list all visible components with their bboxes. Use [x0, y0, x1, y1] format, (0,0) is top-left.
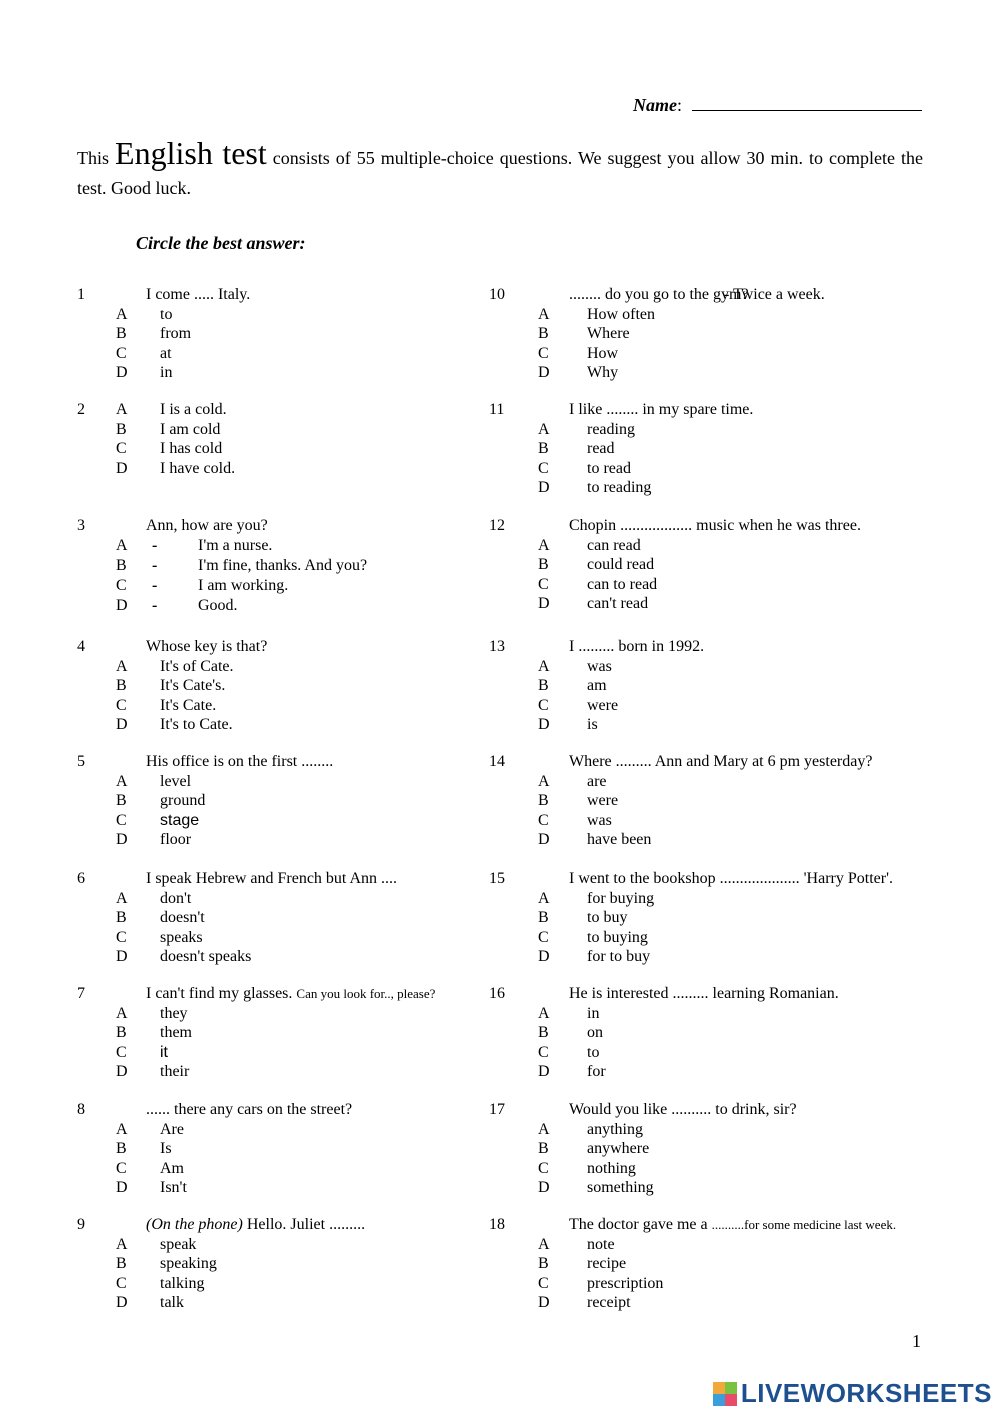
question-18: [489, 1215, 929, 1345]
question-number: 1: [77, 286, 85, 303]
option-letter: C: [116, 1043, 127, 1061]
option-letter: C: [538, 928, 549, 946]
watermark-text: LIVEWORKSHEETS: [740, 1378, 992, 1408]
option-letter: B: [116, 1140, 127, 1157]
option-text: them: [160, 1024, 192, 1041]
stem-answer-hint: - Twice a week.: [724, 286, 825, 303]
option-text: I has cold: [160, 440, 223, 457]
option-text: for to buy: [587, 948, 651, 965]
option-letter: A: [538, 657, 550, 675]
intro-paragraph: [77, 135, 924, 203]
question-number: 6: [77, 870, 85, 887]
name-blank-line[interactable]: [692, 92, 922, 111]
option-letter: D: [538, 479, 550, 496]
question-2: [77, 400, 487, 530]
option-letter: C: [116, 696, 127, 714]
question-10: [489, 285, 929, 415]
option-letter: C: [538, 696, 549, 714]
question-number: 8: [77, 1101, 85, 1118]
question-number: 16: [489, 985, 505, 1002]
question-stem: [569, 1100, 797, 1120]
option-letter: B: [538, 325, 549, 342]
option-text: speak: [160, 1235, 197, 1253]
option-text: anywhere: [587, 1140, 650, 1157]
question-9: [77, 1215, 487, 1345]
option-letter: C: [116, 811, 127, 829]
question-16: [489, 984, 929, 1114]
stem-text: I ......... born in 1992.: [569, 638, 705, 655]
option-letter: B: [538, 792, 549, 809]
question-7: [77, 984, 487, 1114]
logo-square-3: [713, 1394, 725, 1406]
option-text: to buying: [587, 928, 648, 946]
question-number: 15: [489, 870, 505, 887]
option-text: was: [587, 811, 612, 829]
option-text: can to read: [587, 575, 658, 593]
question-stem: [569, 984, 839, 1004]
stem-text: He is interested ......... learning Romanian.: [569, 985, 839, 1002]
question-number: 3: [77, 517, 85, 534]
option-letter: D: [116, 597, 128, 615]
option-text: is: [587, 716, 598, 733]
question-number: 13: [489, 638, 505, 655]
option-text: I am cold: [160, 420, 221, 438]
option-letter: D: [538, 595, 550, 612]
option-text: could read: [587, 556, 655, 573]
option-letter: B: [116, 909, 127, 926]
option-text: doesn't: [160, 909, 205, 926]
question-stem: [569, 637, 704, 657]
question-6: [77, 869, 487, 999]
option-text: Why: [587, 364, 619, 381]
option-text: read: [587, 440, 615, 457]
option-text: recipe: [587, 1255, 627, 1272]
stem-small-text: ..........for some medicine last week.: [711, 1217, 897, 1232]
dash-mark: -: [152, 536, 158, 554]
option-text: on: [587, 1024, 603, 1041]
name-colon: :: [676, 95, 682, 115]
option-letter: D: [116, 831, 128, 848]
question-4: [77, 637, 487, 767]
option-letter: A: [538, 536, 550, 554]
option-text: It's Cate.: [160, 696, 217, 714]
option-letter: A: [116, 1235, 128, 1253]
option-text: were: [587, 696, 619, 714]
option-letter: D: [116, 459, 128, 477]
option-text: receipt: [587, 1294, 631, 1311]
stem-italic: (On the phone): [146, 1216, 243, 1233]
question-number: 10: [489, 286, 505, 303]
question-stem: [146, 516, 268, 536]
question-8: [77, 1100, 487, 1230]
option-letter: A: [538, 1004, 550, 1022]
question-stem: [569, 285, 749, 305]
option-letter: D: [116, 364, 128, 381]
option-letter: A: [538, 889, 550, 907]
option-letter: C: [538, 344, 549, 362]
question-number: 7: [77, 985, 85, 1002]
question-number: 4: [77, 638, 85, 655]
option-text: speaking: [160, 1255, 217, 1272]
option-text: are: [587, 772, 607, 790]
option-letter: A: [116, 305, 128, 323]
question-stem: [146, 752, 333, 772]
option-text: I'm a nurse.: [198, 536, 273, 554]
option-text: reading: [587, 420, 635, 438]
option-letter: A: [116, 401, 128, 418]
option-text: to: [587, 1043, 600, 1061]
question-number: 9: [77, 1216, 85, 1233]
option-letter: B: [116, 792, 127, 809]
option-text: to reading: [587, 479, 652, 496]
question-1: [77, 285, 487, 415]
question-stem: [569, 752, 872, 772]
option-letter: C: [538, 575, 549, 593]
option-text: to buy: [587, 909, 628, 926]
question-stem: [146, 1100, 352, 1120]
option-text: from: [160, 325, 192, 342]
question-3: [77, 516, 487, 646]
option-text: Where: [587, 325, 630, 342]
option-text: in: [587, 1004, 600, 1022]
option-letter: C: [538, 1159, 549, 1177]
stem-text: Where ......... Ann and Mary at 6 pm yesterday?: [569, 753, 873, 770]
option-letter: D: [538, 364, 550, 381]
name-label: Name: [632, 95, 677, 115]
option-letter: C: [116, 344, 127, 362]
option-letter: C: [538, 1274, 549, 1292]
question-15: [489, 869, 929, 999]
option-text: were: [587, 792, 619, 809]
option-text: it: [160, 1043, 168, 1061]
option-text: in: [160, 364, 173, 381]
option-text: for: [587, 1063, 606, 1080]
page-number: 1: [912, 1331, 921, 1351]
question-13: [489, 637, 929, 767]
stem-text: I like ........ in my spare time.: [569, 401, 754, 418]
option-text: they: [160, 1004, 188, 1022]
option-letter: C: [116, 1159, 127, 1177]
stem-text: I can't find my glasses.: [146, 985, 293, 1002]
option-text: have been: [587, 831, 652, 848]
option-letter: B: [538, 909, 549, 926]
dash-mark: -: [152, 597, 158, 615]
option-letter: C: [116, 440, 127, 457]
option-text: can't read: [587, 595, 649, 612]
stem-text: The doctor gave me a: [569, 1216, 708, 1233]
option-text: talking: [160, 1274, 205, 1292]
question-stem: [569, 400, 753, 420]
option-letter: B: [116, 556, 127, 574]
option-text: Good.: [198, 597, 238, 615]
option-letter: D: [116, 1179, 128, 1196]
option-text: to read: [587, 459, 631, 477]
option-text: nothing: [587, 1159, 636, 1177]
stem-text: Chopin .................. music when he was three.: [569, 517, 861, 534]
question-stem: [569, 1215, 896, 1235]
intro-title: English test: [115, 135, 267, 171]
option-letter: D: [538, 716, 550, 733]
option-letter: A: [116, 1004, 128, 1022]
option-text: to: [160, 305, 173, 323]
option-text: something: [587, 1179, 654, 1196]
question-12: [489, 516, 929, 646]
stem-small-text: Can you look for.., please?: [296, 986, 436, 1001]
option-letter: B: [538, 677, 549, 694]
stem-text: Hello. Juliet .........: [242, 1216, 366, 1233]
option-text: at: [160, 344, 172, 362]
question-number: 2: [77, 401, 85, 418]
option-letter: A: [538, 1235, 550, 1253]
option-letter: B: [538, 1140, 549, 1157]
stem-text: Whose key is that?: [146, 638, 268, 655]
option-letter: D: [538, 1179, 550, 1196]
question-stem: [146, 285, 250, 305]
stem-text: His office is on the first ........: [146, 753, 334, 770]
intro-pre: This: [77, 148, 110, 168]
question-stem: [569, 516, 861, 536]
logo-square-2: [725, 1382, 737, 1394]
question-14: [489, 752, 929, 882]
stem-text: ........ do you go to the gym?: [569, 286, 749, 303]
question-number: 18: [489, 1216, 505, 1233]
question-stem: [146, 869, 397, 889]
question-11: [489, 400, 929, 530]
option-letter: C: [116, 577, 127, 595]
option-letter: D: [116, 1063, 128, 1080]
option-text: their: [160, 1063, 190, 1080]
question-5: [77, 752, 487, 882]
logo-square-4: [725, 1394, 737, 1406]
option-text: talk: [160, 1294, 184, 1311]
option-letter: C: [538, 811, 549, 829]
option-text: don't: [160, 889, 192, 907]
option-text: I'm fine, thanks. And you?: [198, 556, 368, 574]
intro-post: consists of 55 multiple-choice questions. We suggest you allow 30 min. to complete the test. Good luck.: [77, 148, 924, 198]
option-letter: D: [538, 948, 550, 965]
option-letter: C: [116, 928, 127, 946]
option-text: doesn't speaks: [160, 948, 252, 965]
option-letter: A: [116, 1120, 128, 1138]
name-row: [633, 92, 922, 116]
stem-text: I went to the bookshop .................... 'Harry Potter'.: [569, 870, 893, 887]
question-number: 11: [489, 401, 505, 418]
option-text: Is: [160, 1140, 172, 1157]
question-stem: [146, 984, 435, 1004]
option-letter: D: [116, 1294, 128, 1311]
option-letter: D: [116, 716, 128, 733]
watermark: [713, 1378, 992, 1409]
stem-text: Would you like .......... to drink, sir?: [569, 1101, 797, 1118]
option-text: prescription: [587, 1274, 664, 1292]
option-text: stage: [160, 811, 200, 829]
option-text: I have cold.: [160, 459, 236, 477]
option-letter: A: [116, 889, 128, 907]
option-letter: A: [116, 772, 128, 790]
option-text: for buying: [587, 889, 655, 907]
option-text: anything: [587, 1120, 643, 1138]
dash-mark: -: [152, 577, 158, 595]
option-letter: B: [116, 1024, 127, 1041]
option-text: was: [587, 657, 612, 675]
option-letter: B: [538, 1024, 549, 1041]
option-letter: A: [538, 1120, 550, 1138]
stem-text: I speak Hebrew and French but Ann ....: [146, 870, 398, 887]
option-letter: D: [538, 1063, 550, 1080]
option-text: Isn't: [160, 1179, 187, 1196]
option-letter: C: [116, 1274, 127, 1292]
question-stem: [146, 637, 267, 657]
option-text: can read: [587, 536, 641, 554]
option-letter: A: [538, 305, 550, 323]
option-letter: A: [116, 657, 128, 675]
option-text: It's to Cate.: [160, 716, 233, 733]
option-text: I is a cold.: [160, 401, 227, 418]
option-letter: B: [116, 325, 127, 342]
question-number: 12: [489, 517, 505, 534]
stem-text: Ann, how are you?: [146, 517, 268, 534]
option-text: floor: [160, 831, 192, 848]
option-text: How often: [587, 305, 655, 323]
option-text: level: [160, 772, 192, 790]
instruction: Circle the best answer:: [136, 233, 306, 253]
option-text: It's of Cate.: [160, 657, 234, 675]
option-text: note: [587, 1235, 615, 1253]
stem-text: I come ..... Italy.: [146, 286, 251, 303]
option-letter: B: [116, 1255, 127, 1272]
option-text: am: [587, 677, 607, 694]
option-letter: B: [538, 556, 549, 573]
option-letter: B: [116, 677, 127, 694]
option-text: Are: [160, 1120, 184, 1138]
question-stem: [146, 1215, 365, 1235]
option-letter: B: [538, 440, 549, 457]
option-letter: B: [538, 1255, 549, 1272]
option-letter: D: [538, 1294, 550, 1311]
option-letter: A: [538, 420, 550, 438]
dash-mark: -: [152, 556, 158, 574]
option-letter: C: [538, 1043, 549, 1061]
question-number: 5: [77, 753, 85, 770]
liveworksheets-logo-icon: [713, 1382, 737, 1406]
option-letter: C: [538, 459, 549, 477]
option-text: I am working.: [198, 577, 289, 595]
option-letter: A: [538, 772, 550, 790]
question-stem: [569, 869, 893, 889]
option-text: ground: [160, 792, 206, 809]
question-number: 17: [489, 1101, 505, 1118]
question-17: [489, 1100, 929, 1230]
option-text: How: [587, 344, 619, 362]
option-letter: D: [116, 948, 128, 965]
option-letter: D: [538, 831, 550, 848]
question-number: 14: [489, 753, 505, 770]
stem-text: ...... there any cars on the street?: [146, 1101, 353, 1118]
option-text: Am: [160, 1159, 184, 1177]
logo-square-1: [713, 1382, 725, 1394]
option-letter: A: [116, 536, 128, 554]
option-letter: B: [116, 420, 127, 438]
option-text: It's Cate's.: [160, 677, 226, 694]
option-text: speaks: [160, 928, 203, 946]
